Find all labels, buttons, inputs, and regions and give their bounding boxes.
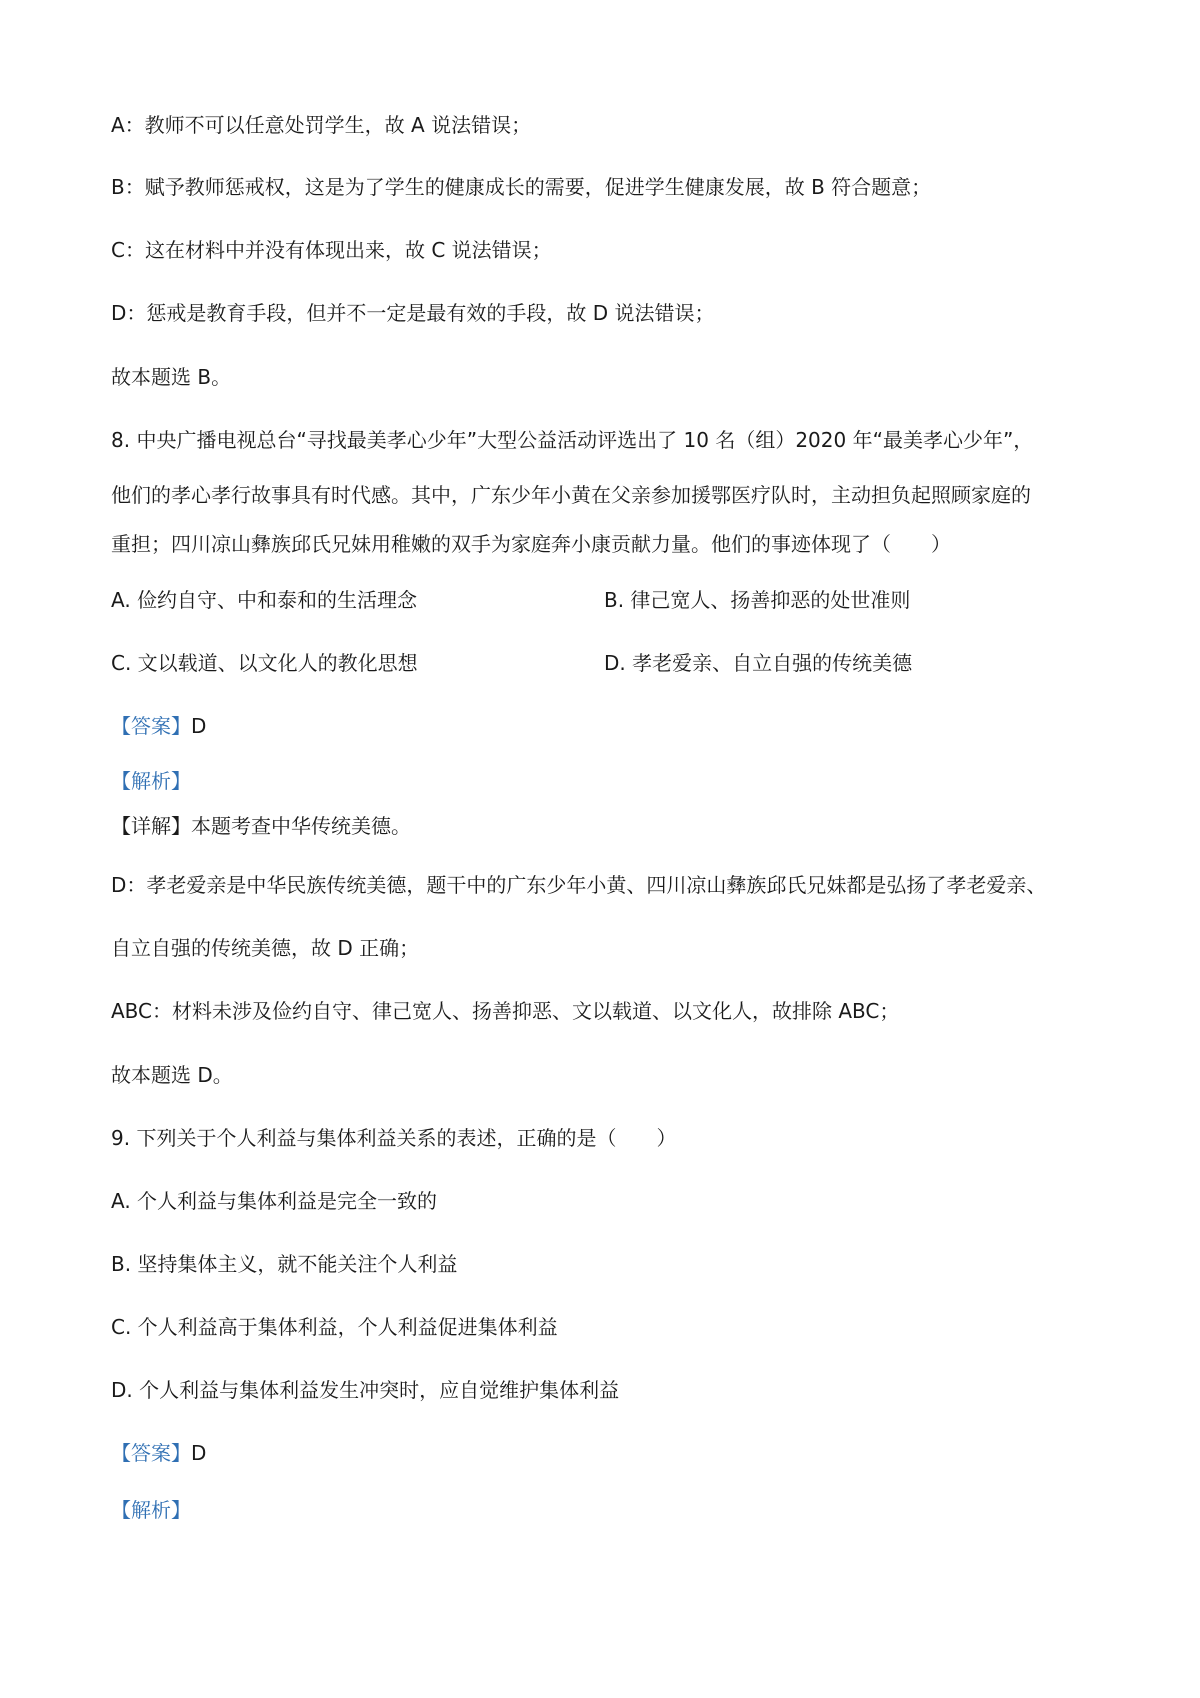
q8-stem-line-2: 他们的孝心孝行故事具有时代感。其中，广东少年小黄在父亲参加援鄂医疗队时，主动担负起照顾家庭的 — [111, 483, 1031, 507]
q8-analysis-d-line-2: 自立自强的传统美德，故 D 正确； — [111, 936, 420, 960]
q9-option-b: B. 坚持集体主义，就不能关注个人利益 — [111, 1252, 458, 1276]
q9-option-a: A. 个人利益与集体利益是完全一致的 — [111, 1189, 438, 1213]
q8-stem-line-3: 重担；四川凉山彝族邱氏兄妹用稚嫩的双手为家庭奔小康贡献力量。他们的事迹体现了（ ） — [111, 532, 951, 556]
q7-analysis-c: C：这在材料中并没有体现出来，故 C 说法错误； — [111, 238, 552, 262]
q9-option-c: C. 个人利益高于集体利益，个人利益促进集体利益 — [111, 1315, 558, 1339]
q9-stem: 9. 下列关于个人利益与集体利益关系的表述，正确的是（ ） — [111, 1126, 677, 1150]
q8-detail: 【详解】本题考查中华传统美德。 — [111, 814, 411, 838]
q8-option-d: D. 孝老爱亲、自立自强的传统美德 — [604, 651, 913, 675]
q7-conclusion: 故本题选 B。 — [111, 365, 232, 389]
q8-option-c: C. 文以载道、以文化人的教化思想 — [111, 651, 418, 675]
q8-analysis-abc: ABC：材料未涉及俭约自守、律己宽人、扬善抑恶、文以载道、以文化人，故排除 ABC； — [111, 999, 900, 1023]
q9-option-d: D. 个人利益与集体利益发生冲突时，应自觉维护集体利益 — [111, 1378, 620, 1402]
q7-analysis-d: D：惩戒是教育手段，但并不一定是最有效的手段，故 D 说法错误； — [111, 301, 715, 325]
q9-answer-tag: 【答案】 — [111, 1441, 191, 1465]
q8-option-b: B. 律己宽人、扬善抑恶的处世准则 — [604, 588, 911, 612]
q7-analysis-a: A：教师不可以任意处罚学生，故 A 说法错误； — [111, 113, 532, 137]
q9-analysis-tag: 【解析】 — [111, 1498, 191, 1522]
q8-answer-value: D — [191, 714, 207, 738]
q8-option-a: A. 俭约自守、中和泰和的生活理念 — [111, 588, 418, 612]
q9-answer-value: D — [191, 1441, 207, 1465]
q9-answer — [111, 1439, 206, 1467]
q8-analysis-tag: 【解析】 — [111, 769, 191, 793]
q8-conclusion: 故本题选 D。 — [111, 1063, 233, 1087]
q8-stem-line-1: 8. 中央广播电视总台“寻找最美孝心少年”大型公益活动评选出了 10 名（组）2020 年“最美孝心少年”， — [111, 428, 1034, 452]
q8-answer — [111, 712, 206, 740]
q7-analysis-b: B：赋予教师惩戒权，这是为了学生的健康成长的需要，促进学生健康发展，故 B 符合题意； — [111, 175, 932, 199]
q8-analysis-d-line-1: D：孝老爱亲是中华民族传统美德，题干中的广东少年小黄、四川凉山彝族邱氏兄妹都是弘扬了孝老爱亲、 — [111, 873, 1047, 897]
q8-answer-tag: 【答案】 — [111, 714, 191, 738]
